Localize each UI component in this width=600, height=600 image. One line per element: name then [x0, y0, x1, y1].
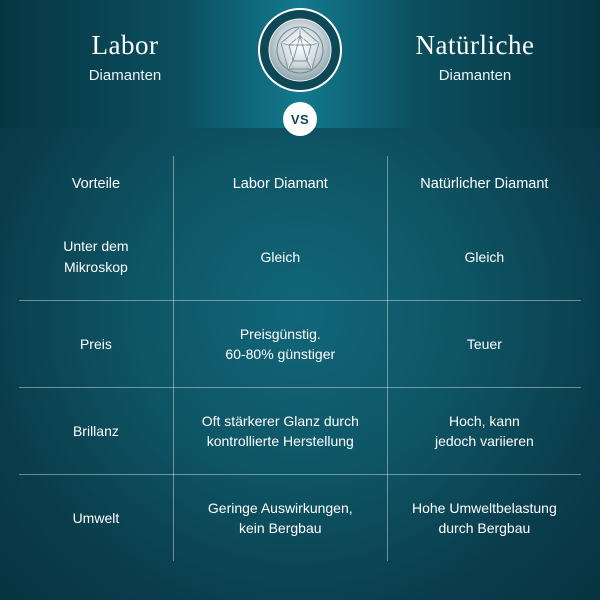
row-lab-value: Geringe Auswirkungen, kein Bergbau — [173, 475, 387, 562]
table-row — [19, 388, 582, 475]
row-feature: Umwelt — [19, 475, 174, 562]
row-feature: Preis — [19, 301, 174, 388]
column-header-lab: Labor Diamant — [173, 156, 387, 214]
header-right — [350, 0, 600, 84]
row-natural-value: Hoch, kann jedoch variieren — [387, 388, 581, 475]
row-lab-value: Oft stärkerer Glanz durch kontrollierte Herstellung — [173, 388, 387, 475]
right-title: Natürliche — [415, 30, 535, 60]
left-title: Labor — [91, 30, 159, 60]
row-lab-value: Preisgünstig. 60-80% günstiger — [173, 301, 387, 388]
comparison-table — [18, 155, 582, 562]
row-natural-value: Teuer — [387, 301, 581, 388]
row-feature: Brillanz — [19, 388, 174, 475]
table-row — [19, 475, 582, 562]
left-subtitle: Diamanten — [88, 67, 162, 85]
row-natural-value: Gleich — [387, 214, 581, 301]
column-header-natural: Natürlicher Diamant — [387, 156, 581, 214]
diamond-icon — [267, 17, 333, 83]
row-natural-value: Hohe Umweltbelastung durch Bergbau — [387, 475, 581, 562]
row-lab-value: Gleich — [173, 214, 387, 301]
table-row — [19, 214, 582, 301]
diamond-medallion — [258, 8, 342, 92]
header-left — [0, 0, 250, 84]
comparison-table-wrapper — [18, 155, 582, 562]
right-subtitle: Diamanten — [438, 67, 512, 85]
table-row — [19, 301, 582, 388]
table-header-row — [19, 156, 582, 214]
header-banner — [0, 0, 600, 128]
vs-badge: VS — [283, 102, 317, 136]
column-header-feature: Vorteile — [19, 156, 174, 214]
row-feature: Unter dem Mikroskop — [19, 214, 174, 301]
